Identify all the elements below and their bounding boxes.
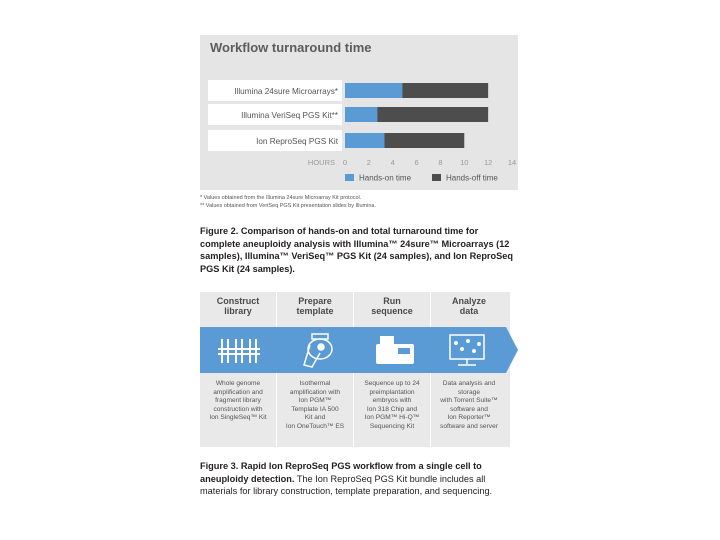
- x-tick-label: 4: [390, 158, 395, 167]
- workflow-arrow-band: [200, 327, 518, 373]
- workflow-step-title: [354, 296, 430, 316]
- bar-hands-on-time: [345, 133, 384, 148]
- category-label: Illumina VeriSeq PGS Kit**: [241, 111, 338, 120]
- desc-line: construction with: [213, 405, 263, 413]
- workflow-step-description: [200, 380, 276, 423]
- bar-hands-off-time: [384, 133, 464, 148]
- workflow-step-description: [431, 380, 507, 432]
- figure-2-caption: Figure 2. Comparison of hands-on and total turnaround time for complete aneuploidy analysis with Illumina™ 24sure™ Microarrays (12 samples), Illumina™ VeriSeq™ PGS Kit (24 samples), and Ion ReproSeq PGS Kit (24 samples).: [200, 226, 513, 274]
- desc-line: Ion Reporter™: [447, 414, 491, 422]
- footnote-2: ** Values obtained from VeriSeq PGS Kit presentation slides by Illumina.: [200, 202, 376, 209]
- desc-line: Ion PGM™: [298, 397, 332, 405]
- step-title-line: Construct: [216, 296, 260, 306]
- bar-hands-on-time: [345, 83, 402, 98]
- step-title-line: library: [224, 306, 252, 316]
- workflow-step-title: [431, 296, 507, 316]
- workflow-step-description: [354, 380, 430, 432]
- desc-line: Sequencing Kit: [369, 422, 415, 430]
- chart-title: Workflow turnaround time: [210, 40, 372, 55]
- desc-line: Kit and: [304, 414, 326, 422]
- x-tick-label: 8: [438, 158, 443, 167]
- bar-hands-on-time: [345, 107, 377, 122]
- desc-line: Isothermal: [299, 380, 331, 387]
- legend-label: Hands-off time: [446, 173, 498, 183]
- turnaround-bar-chart: [200, 35, 518, 190]
- footnotes: [200, 195, 520, 210]
- step-title-line: Analyze: [451, 296, 486, 306]
- x-tick-label: 2: [366, 158, 371, 167]
- workflow-step-description: [277, 380, 353, 432]
- desc-line: Ion OneTouch™ ES: [285, 422, 345, 430]
- desc-line: embryos with: [372, 397, 412, 405]
- legend-swatch: [345, 174, 354, 181]
- x-tick-label: 0: [342, 158, 348, 167]
- desc-line: software and server: [440, 422, 498, 430]
- figure-3-caption-bold: Figure 3. Rapid Ion ReproSeq PGS workflow from a single cell to aneuploidy detection.: [200, 461, 482, 484]
- step-title-line: Run: [383, 296, 401, 306]
- x-tick-label: 12: [483, 158, 493, 167]
- desc-line: Template IA 500: [291, 405, 339, 413]
- footnote-1: * Values obtained from the Illumina 24sure Microarray Kit protocol.: [200, 195, 362, 201]
- step-title-line: data: [459, 306, 479, 316]
- step-title-line: Prepare: [298, 296, 332, 306]
- chart-panel: [200, 35, 518, 190]
- desc-line: Ion 318 Chip and: [366, 405, 418, 413]
- desc-line: Sequence up to 24: [364, 380, 420, 387]
- figure-3-caption-rest: The Ion ReproSeq PGS Kit bundle includes all materials for library construction, template preparation, and sequencing.: [200, 473, 493, 496]
- desc-line: Whole genome: [215, 380, 261, 387]
- desc-line: amplification and: [213, 388, 263, 396]
- legend-label: Hands-on time: [359, 173, 412, 183]
- desc-line: amplification with: [289, 388, 341, 396]
- desc-line: Data analysis and: [442, 380, 496, 387]
- desc-line: with Torrent Suite™: [440, 397, 498, 405]
- desc-line: fragment library: [215, 397, 261, 405]
- x-axis-label: HOURS: [307, 158, 335, 167]
- desc-line: software and: [450, 405, 488, 413]
- x-tick-label: 14: [507, 158, 517, 167]
- desc-line: Ion PGM™ Hi-Q™: [364, 414, 420, 422]
- step-title-line: template: [296, 306, 334, 316]
- x-tick-label: 10: [460, 158, 469, 167]
- bar-hands-off-time: [402, 83, 488, 98]
- workflow-step-title: [277, 296, 353, 316]
- workflow-step-title: [200, 296, 276, 316]
- x-tick-label: 6: [414, 158, 419, 167]
- category-label: Ion ReproSeq PGS Kit: [256, 137, 338, 146]
- desc-line: storage: [458, 388, 480, 396]
- desc-line: preimplantation: [369, 388, 415, 396]
- legend-swatch: [432, 174, 441, 181]
- category-label: Illumina 24sure Microarrays*: [234, 87, 338, 96]
- bar-hands-off-time: [377, 107, 488, 122]
- figure-3-caption: [200, 460, 520, 498]
- desc-line: Ion SingleSeq™ Kit: [209, 414, 267, 422]
- step-title-line: sequence: [371, 306, 413, 316]
